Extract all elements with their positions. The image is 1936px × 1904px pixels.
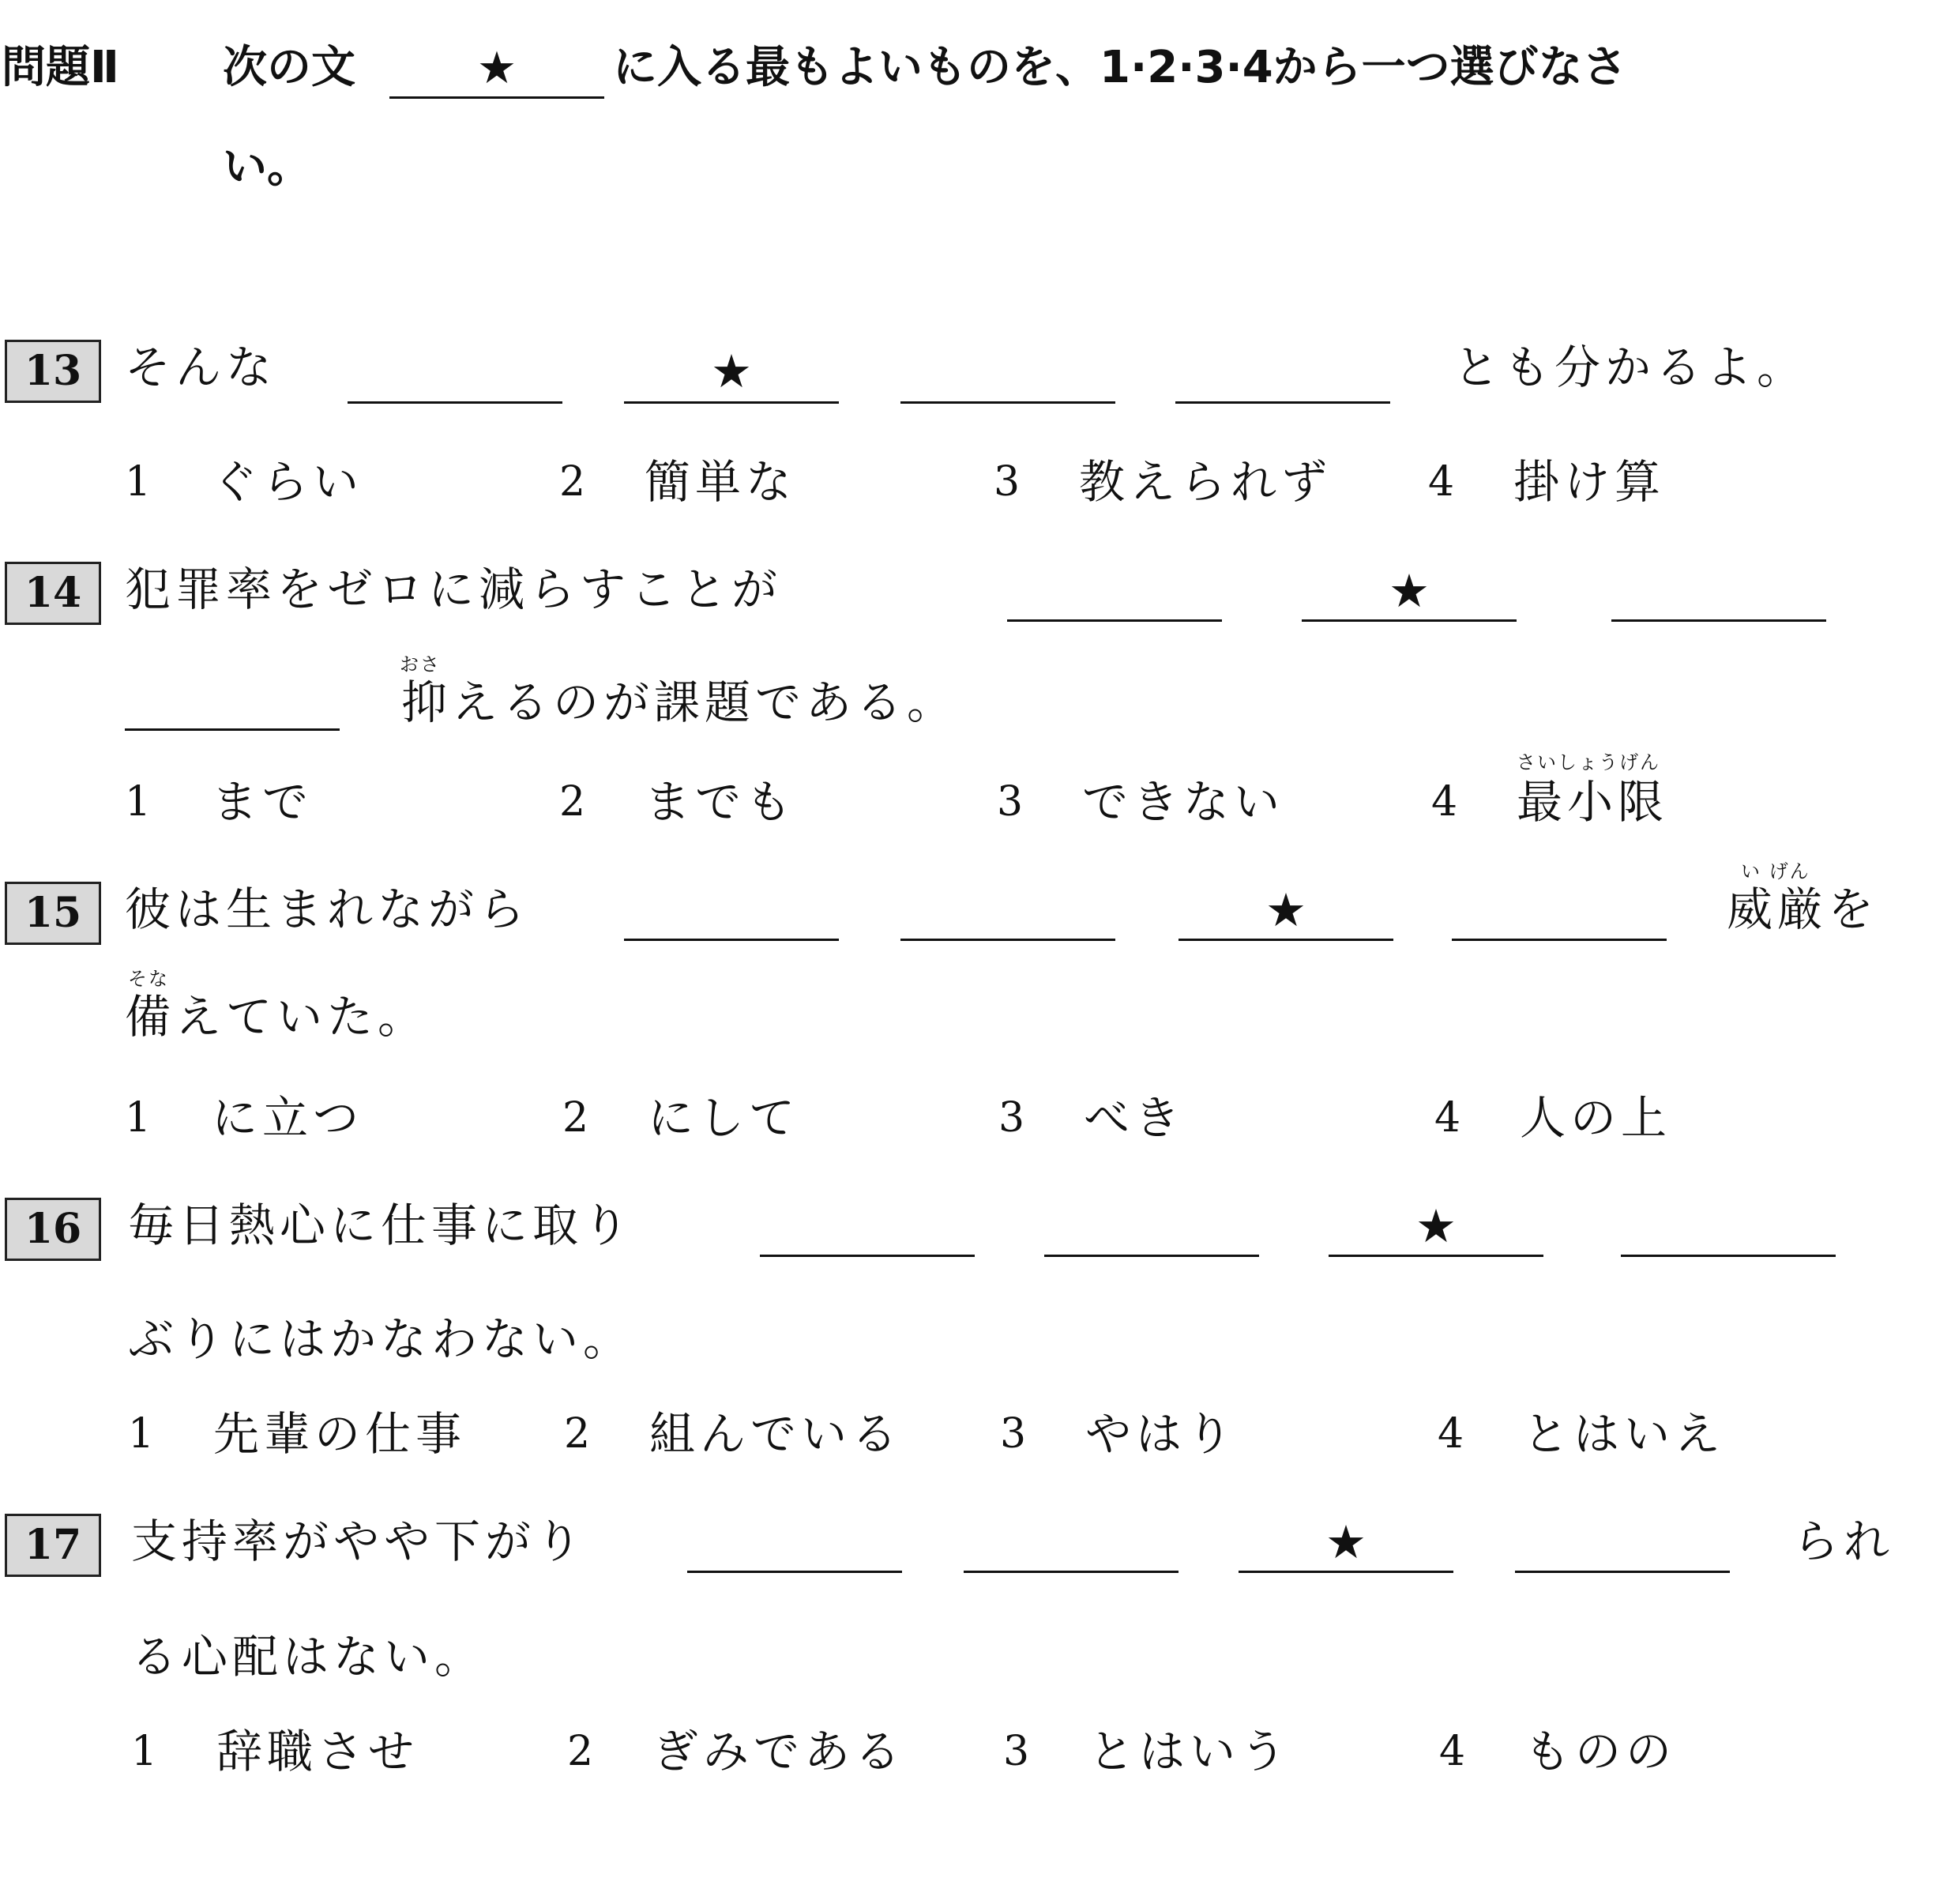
- option-text[interactable]: 辞職させ: [216, 1725, 419, 1778]
- answer-blank-star[interactable]: [624, 400, 839, 404]
- header-star-blank: [389, 41, 604, 99]
- option-text[interactable]: とはいえ: [1523, 1407, 1726, 1461]
- question-text-end: とも分かるよ。: [1453, 341, 1808, 394]
- furigana: い げん: [1741, 860, 1810, 882]
- option-text[interactable]: 掛け算: [1513, 455, 1666, 509]
- question-text: 毎日熱心に仕事に取り: [128, 1198, 634, 1252]
- option-text[interactable]: 先輩の仕事: [213, 1407, 467, 1461]
- question-text: 支持率がやや下がり: [131, 1515, 587, 1568]
- option-text[interactable]: 簡単な: [645, 455, 797, 509]
- option-text[interactable]: ぐらい: [212, 455, 364, 509]
- option-text[interactable]: 人の上: [1520, 1091, 1672, 1145]
- question-text-continuation: ぶりにはかなわない。: [128, 1312, 634, 1366]
- option-text[interactable]: とはいう: [1088, 1725, 1291, 1778]
- answer-blank[interactable]: [900, 937, 1115, 941]
- option-number: 2: [567, 1728, 594, 1775]
- instruction-text-end: に入る最もよいものを、1·2·3·4から一つ選びなさ: [613, 42, 1627, 93]
- star-icon: ★: [476, 43, 517, 94]
- answer-blank[interactable]: [348, 400, 562, 404]
- question-number-box: 13: [5, 340, 101, 403]
- option-text[interactable]: までも: [645, 775, 797, 829]
- option-number: 1: [128, 1410, 155, 1458]
- option-text[interactable]: にして: [648, 1091, 800, 1145]
- option-number: 1: [125, 458, 152, 506]
- option-text[interactable]: ものの: [1524, 1725, 1677, 1778]
- star-icon: ★: [711, 344, 752, 398]
- option-number: 2: [562, 1094, 589, 1142]
- option-number: 3: [997, 778, 1024, 826]
- option-number: 4: [1439, 1728, 1466, 1775]
- option-number: 1: [125, 1094, 152, 1142]
- answer-blank[interactable]: [760, 1253, 975, 1257]
- answer-blank[interactable]: [900, 400, 1115, 404]
- answer-blank[interactable]: [1621, 1253, 1836, 1257]
- option-number: 2: [564, 1410, 591, 1458]
- option-number: 1: [131, 1728, 158, 1775]
- option-text[interactable]: べき: [1084, 1091, 1186, 1145]
- answer-blank[interactable]: [1175, 400, 1390, 404]
- answer-blank[interactable]: [687, 1569, 902, 1573]
- star-icon: ★: [1265, 883, 1306, 937]
- question-text-end: 威厳を: [1727, 882, 1879, 936]
- option-text[interactable]: 組んでいる: [649, 1407, 903, 1461]
- option-number: 2: [559, 778, 586, 826]
- option-text[interactable]: まで: [212, 775, 314, 829]
- question-number-box: 16: [5, 1198, 101, 1261]
- option-text[interactable]: ぎみである: [652, 1725, 906, 1778]
- section-label: 問題Ⅱ: [2, 42, 119, 93]
- option-text[interactable]: 最小限: [1517, 775, 1669, 829]
- answer-blank[interactable]: [1452, 937, 1667, 941]
- option-number: 3: [998, 1094, 1025, 1142]
- option-text[interactable]: やはり: [1085, 1407, 1238, 1461]
- option-number: 2: [559, 458, 586, 506]
- question-number-box: 17: [5, 1514, 101, 1577]
- question-text: 彼は生まれながら: [125, 882, 530, 936]
- star-icon: ★: [1325, 1515, 1366, 1569]
- question-text-continuation: る心配はない。: [131, 1630, 486, 1684]
- question-text: そんな: [125, 341, 277, 394]
- option-text[interactable]: に立つ: [212, 1091, 364, 1145]
- answer-blank[interactable]: [1515, 1569, 1730, 1573]
- answer-blank-star[interactable]: [1239, 1569, 1453, 1573]
- answer-blank[interactable]: [1611, 618, 1826, 622]
- option-number: 4: [1438, 1410, 1464, 1458]
- option-text[interactable]: できない: [1082, 775, 1285, 829]
- question-number-box: 14: [5, 562, 101, 625]
- answer-blank[interactable]: [125, 727, 340, 731]
- answer-blank-star[interactable]: [1302, 618, 1517, 622]
- instruction-text-continuation: い。: [223, 141, 311, 193]
- question-text: 犯罪率をゼロに減らすことが: [125, 563, 783, 616]
- instruction-text-start: 次の文: [223, 42, 355, 93]
- answer-blank-star[interactable]: [1329, 1253, 1543, 1257]
- answer-blank[interactable]: [624, 937, 839, 941]
- option-number: 4: [1428, 458, 1455, 506]
- option-number: 3: [1000, 1410, 1027, 1458]
- star-icon: ★: [1415, 1199, 1457, 1253]
- answer-blank[interactable]: [1007, 618, 1222, 622]
- furigana: おさ: [400, 653, 441, 675]
- furigana: さいしょうげん: [1517, 751, 1660, 773]
- option-number: 4: [1434, 1094, 1461, 1142]
- answer-blank-star[interactable]: [1179, 937, 1393, 941]
- answer-blank[interactable]: [964, 1569, 1179, 1573]
- star-icon: ★: [1389, 564, 1430, 618]
- option-number: 3: [994, 458, 1021, 506]
- question-text-continuation: 備えていた。: [125, 990, 429, 1044]
- option-number: 1: [125, 778, 152, 826]
- answer-blank[interactable]: [1044, 1253, 1259, 1257]
- option-number: 3: [1003, 1728, 1030, 1775]
- furigana: そな: [128, 968, 169, 990]
- option-number: 4: [1431, 778, 1458, 826]
- question-text-continuation: 抑えるのが課題である。: [401, 675, 958, 729]
- question-number-box: 15: [5, 882, 101, 945]
- question-text-end: られ: [1793, 1515, 1895, 1568]
- option-text[interactable]: 教えられず: [1079, 455, 1333, 509]
